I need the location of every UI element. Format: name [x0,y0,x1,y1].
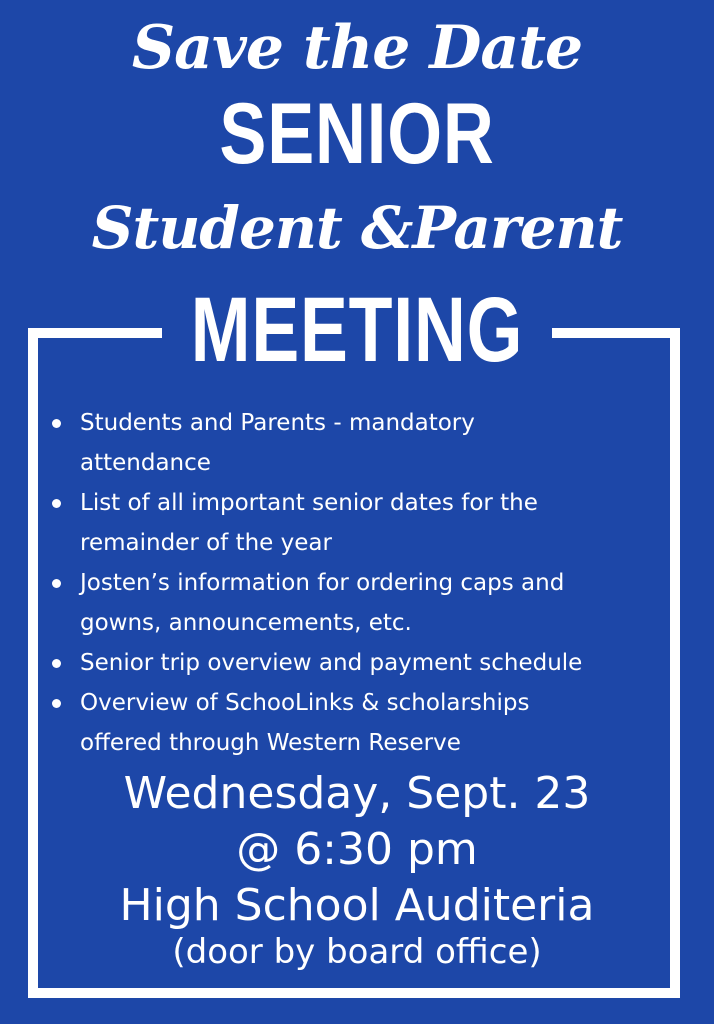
agenda-item-line: List of all important senior dates for the [80,490,538,516]
event-time: @ 6:30 pm [236,824,478,875]
student-parent-heading: Student &Parent [91,194,623,262]
agenda-item-senior-trip [52,643,662,683]
bullet-icon [52,659,61,668]
frame-top-right-border [552,328,680,338]
agenda-item-line: remainder of the year [80,530,332,556]
agenda-item-senior-dates [52,483,662,563]
event-entrance-note: (door by board office) [172,932,542,972]
bullet-icon [52,579,61,588]
event-date: Wednesday, Sept. 23 [123,768,591,819]
agenda-item-line: Overview of SchooLinks & scholarships [80,690,530,716]
agenda-item-line: offered through Western Reserve [80,730,461,756]
agenda-item-line: Students and Parents - mandatory [80,410,475,436]
agenda-item-line: Senior trip overview and payment schedule [80,650,583,676]
agenda-item-line: gowns, announcements, etc. [80,610,412,636]
event-location: High School Auditeria [119,880,595,931]
senior-heading: SENIOR [219,86,495,182]
agenda-item-line: Josten’s information for ordering caps and [80,570,565,596]
frame-top-left-border [28,328,162,338]
bullet-icon [52,419,61,428]
bullet-icon [52,499,61,508]
bullet-icon [52,699,61,708]
agenda-item-schoolinks [52,683,662,763]
frame-bottom-border [28,988,680,998]
meeting-heading: MEETING [190,279,524,381]
save-the-date-heading: Save the Date [131,13,583,83]
agenda-item-line: attendance [80,450,211,476]
agenda-item-jostens [52,563,662,643]
agenda-list [52,403,662,763]
agenda-item-attendance [52,403,662,483]
